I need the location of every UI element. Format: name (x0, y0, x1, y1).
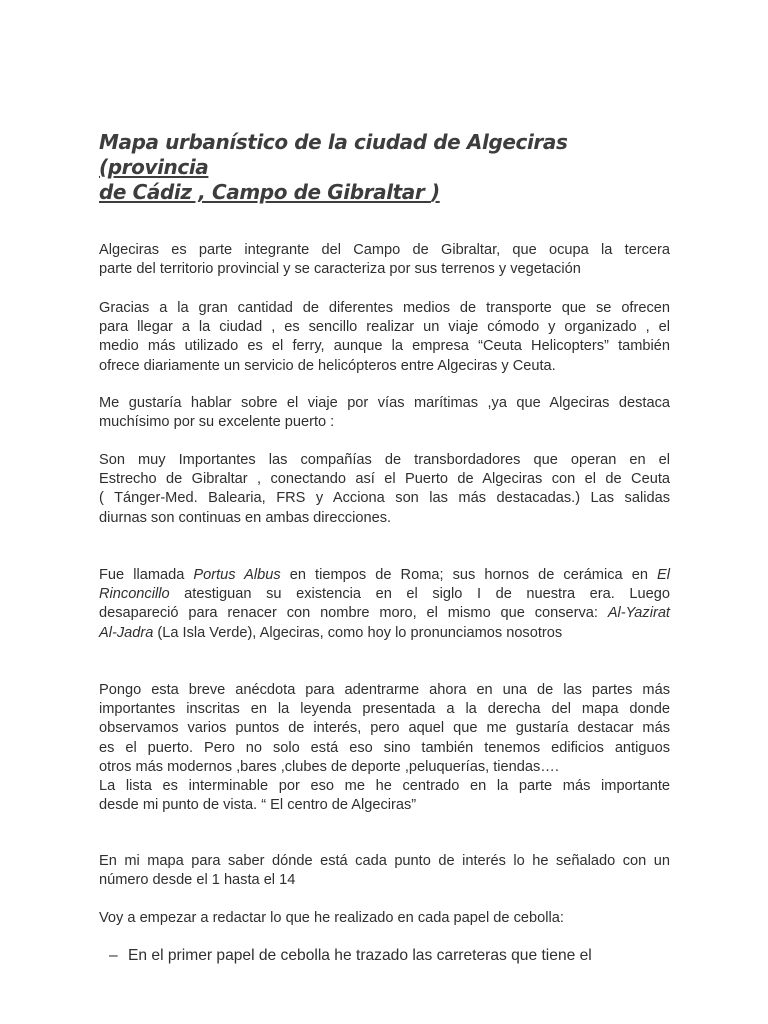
text-line: La lista es interminable por eso me he centrado en la parte más importante (99, 778, 670, 795)
dash-bullet-icon: – (109, 947, 118, 964)
list-item-text: En el primer papel de cebolla he trazado las carreteras que tiene el (128, 947, 592, 964)
text-line: Algeciras es parte integrante del Campo de Gibraltar, que ocupa la tercera (99, 242, 670, 258)
text-line: muchísimo por su excelente puerto : (99, 414, 335, 431)
text-run: (La Isla Verde), Algeciras, como hoy lo pronunciamos nosotros (153, 624, 563, 641)
text-line: número desde el 1 hasta el 14 (99, 872, 296, 889)
text-line: importantes inscritas en la leyenda presentada a la derecha del mapa donde (99, 701, 670, 718)
list-item (109, 946, 669, 966)
text-line: ofrece diariamente un servicio de helicópteros entre Algeciras y Ceuta. (99, 357, 556, 374)
text-line: Voy a empezar a redactar lo que he realizado en cada papel de cebolla: (99, 910, 564, 926)
text-italic: Al-Yazirat (607, 605, 670, 622)
text-line: desde mi punto de vista. “ El centro de Algeciras” (99, 797, 417, 814)
paragraph-intro (99, 241, 670, 279)
text-italic: Rinconcillo (99, 586, 170, 603)
paragraph-history (99, 566, 670, 643)
text-line: Gracias a la gran cantidad de diferentes medios de transporte que se ofrecen (99, 300, 670, 316)
text-line (99, 566, 670, 585)
text-line (99, 604, 670, 623)
text-line: parte del territorio provincial y se caracteriza por sus terrenos y vegetación (99, 261, 581, 278)
text-italic: Portus Albus (193, 567, 281, 583)
title-link-close[interactable]: ) (430, 180, 440, 204)
text-line: para llegar a la ciudad , es sencillo realizar un viaje cómodo y organizado , el (99, 319, 670, 336)
text-line: Estrecho de Gibraltar , conectando así el Puerto de Algeciras con el de Ceuta (99, 471, 670, 488)
text-run: en tiempos de Roma; sus hornos de cerámica en (280, 567, 658, 583)
title-link-cadiz[interactable]: de Cádiz , (99, 180, 212, 204)
text-line (99, 585, 670, 604)
paragraph-maritime (99, 394, 670, 432)
paragraph-ferries (99, 451, 670, 528)
title-link-provincia[interactable]: (provincia (99, 155, 209, 179)
text-run: atestiguan su existencia en el siglo I de nuestra era. Luego (169, 586, 670, 603)
text-line: otros más modernos ,bares ,clubes de deporte ,peluquerías, tiendas…. (99, 758, 559, 775)
text-line: Me gustaría hablar sobre el viaje por vías marítimas ,ya que Algeciras destaca (99, 395, 670, 411)
title-link-campo-gibraltar[interactable]: Campo de Gibraltar (211, 180, 431, 204)
text-run: desapareció para renacer con nombre moro, el mismo que conserva: (99, 605, 608, 622)
title-prefix: Mapa urbanístico de la ciudad de Algeciras (99, 130, 568, 154)
text-line: medio más utilizado es el ferry, aunque la empresa “Ceuta Helicopters” también (99, 338, 670, 355)
text-run: Fue llamada (99, 567, 194, 583)
paragraph-anecdote (99, 681, 670, 815)
text-line: Son muy Importantes las compañías de transbordadores que operan en el (99, 452, 670, 468)
text-italic: Al-Jadra (99, 624, 154, 641)
text-line: diurnas son continuas en ambas direcciones. (99, 509, 392, 526)
page-title (99, 130, 670, 205)
text-italic: El (657, 567, 670, 583)
text-line (99, 624, 670, 643)
paragraph-map-points (99, 852, 670, 890)
text-line: es el puerto. Pero no solo está eso sino también tenemos edificios antiguos (99, 739, 670, 756)
paragraph-onion-paper (99, 909, 670, 928)
paragraph-transport (99, 299, 670, 376)
text-line: ( Tánger-Med. Balearia, FRS y Acciona son las más destacadas.) Las salidas (99, 490, 670, 507)
text-line: Pongo esta breve anécdota para adentrarme ahora en una de las partes más (99, 682, 670, 698)
text-line: En mi mapa para saber dónde está cada punto de interés lo he señalado con un (99, 853, 670, 869)
text-line: observamos varios puntos de interés, pero aquel que me gustaría destacar más (99, 720, 670, 737)
